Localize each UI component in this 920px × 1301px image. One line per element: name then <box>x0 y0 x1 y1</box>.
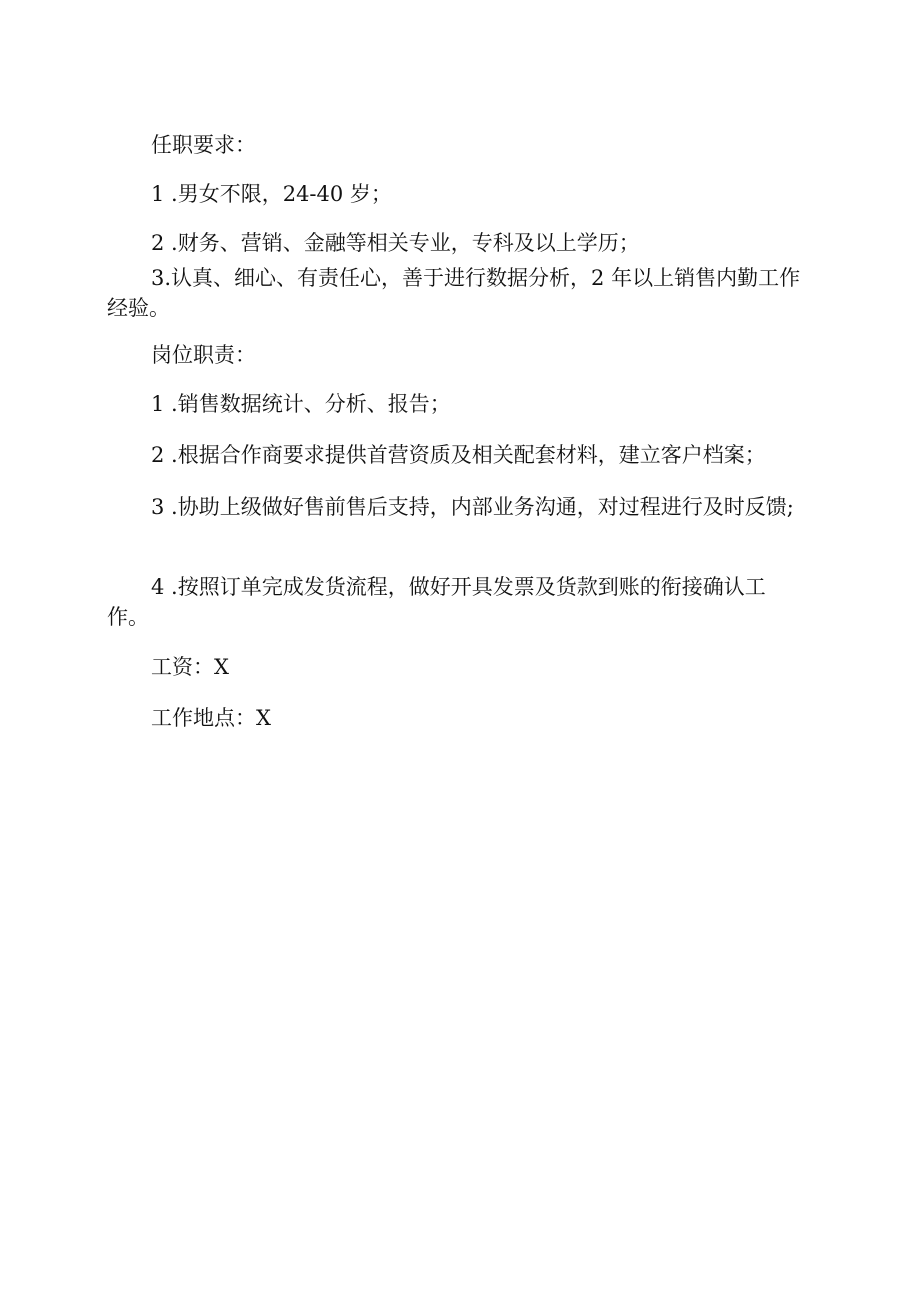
duties-heading: 岗位职责： <box>151 343 256 367</box>
duty-item-3: 3 .协助上级做好售前售后支持，内部业务沟通，对过程进行及时反馈; <box>151 495 794 519</box>
requirement-item-1: 1 .男女不限，24-40 岁； <box>151 182 392 206</box>
requirement-item-3: 3.认真、细心、有责任心，善于进行数据分析，2 年以上销售内勤工作经验。 <box>107 266 801 320</box>
duty-item-1: 1 .销售数据统计、分析、报告； <box>151 392 451 416</box>
requirements-heading: 任职要求： <box>151 133 256 157</box>
duty-item-4: 4 .按照订单完成发货流程，做好开具发票及货款到账的衔接确认工作。 <box>107 575 766 629</box>
work-location-line: 工作地点：X <box>151 706 271 730</box>
duty-item-2: 2 .根据合作商要求提供首营资质及相关配套材料，建立客户档案； <box>151 443 766 467</box>
salary-line: 工资：X <box>151 655 229 679</box>
requirement-item-2: 2 .财务、营销、金融等相关专业，专科及以上学历； <box>151 231 640 255</box>
